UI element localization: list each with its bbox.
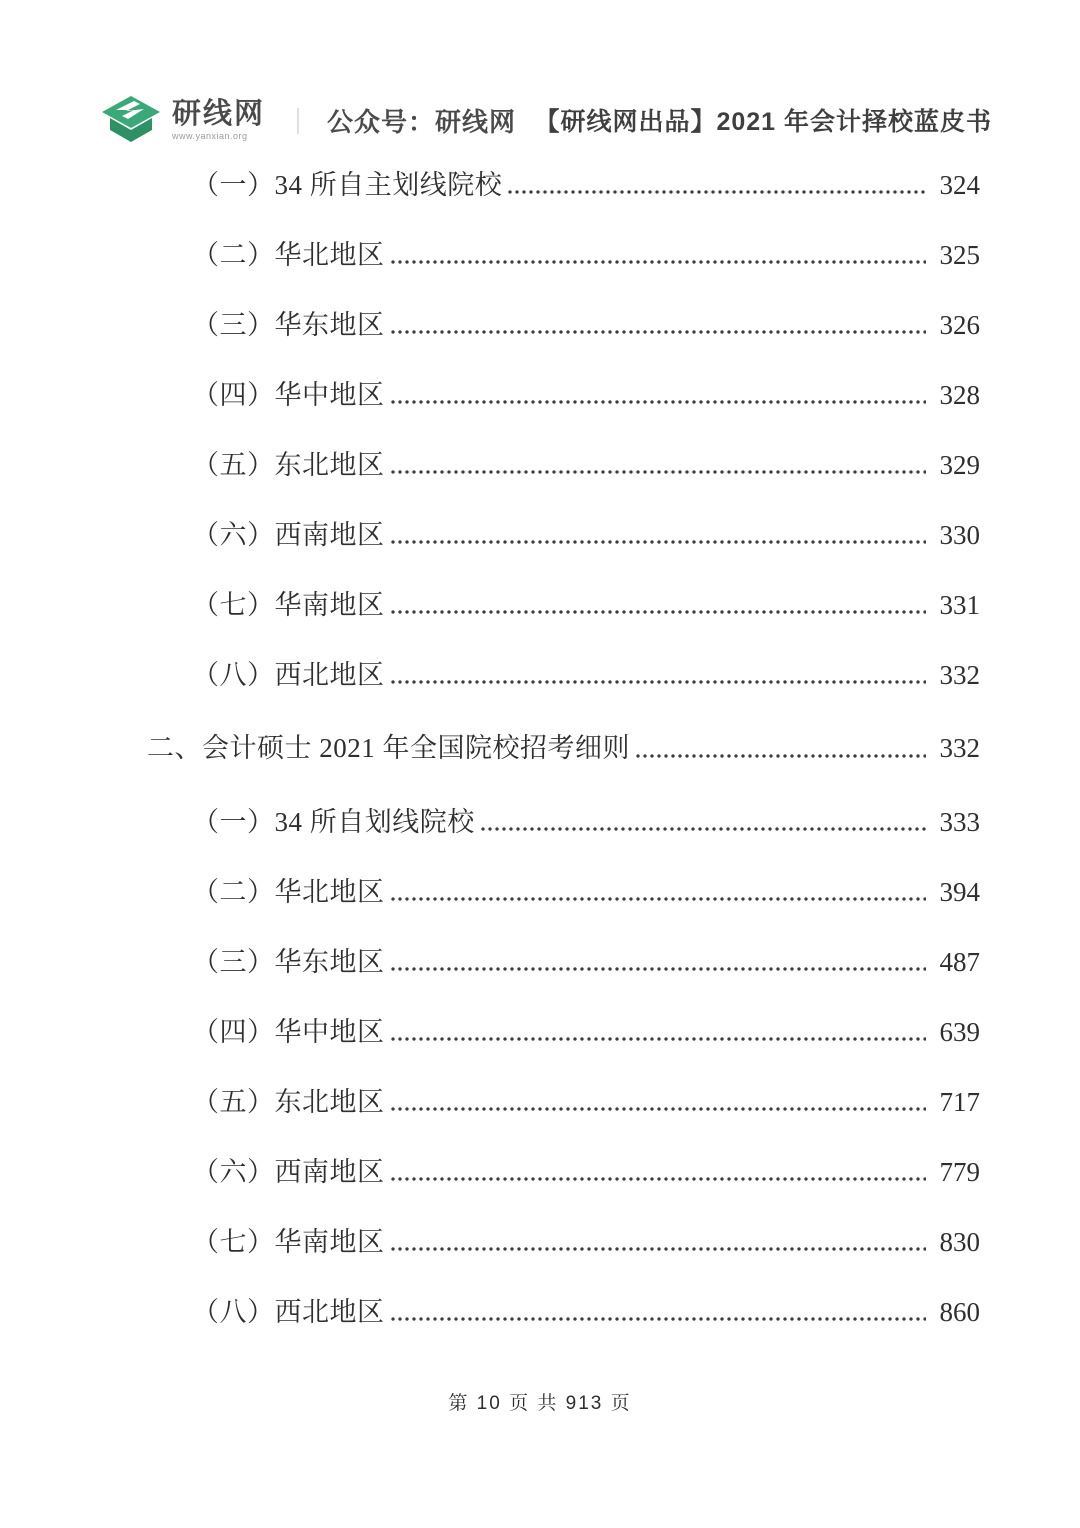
- toc-entry-label: （七）华南地区: [192, 1227, 385, 1257]
- toc-entry-label: （四）华中地区: [192, 380, 385, 410]
- toc-entry-label: （六）西南地区: [192, 520, 385, 550]
- toc-entry-page-number: 326: [939, 310, 980, 340]
- toc-entry-label: （三）华东地区: [192, 310, 385, 340]
- toc-entry[interactable]: [0, 1067, 1080, 1137]
- toc-entry-page-number: 331: [939, 590, 980, 620]
- toc-entry-page-number: 325: [939, 240, 980, 270]
- toc-entry-page-number: 324: [939, 170, 980, 200]
- toc-entry-page-number: 332: [939, 660, 980, 690]
- brand-text: [172, 97, 266, 141]
- toc-entry-label: （五）东北地区: [192, 1087, 385, 1117]
- toc-entry-page-number: 779: [939, 1157, 980, 1187]
- page-header: [100, 88, 992, 152]
- toc-entry-page-number: 329: [939, 450, 980, 480]
- dot-leader: [391, 329, 927, 335]
- dot-leader: [391, 539, 927, 545]
- page-footer: [0, 1388, 1080, 1415]
- toc-entry-page-number: 717: [939, 1087, 980, 1117]
- toc-entry-label: 二、会计硕士 2021 年全国院校招考细则: [147, 733, 630, 763]
- dot-leader: [391, 896, 927, 902]
- toc-entry[interactable]: [0, 997, 1080, 1067]
- toc-entry-page-number: 860: [939, 1297, 980, 1327]
- toc-entry[interactable]: [0, 857, 1080, 927]
- toc-entry[interactable]: [0, 430, 1080, 500]
- brand-site-url: www.yanxian.org: [172, 130, 248, 141]
- dot-leader: [481, 826, 926, 832]
- page-number-indicator: 第 10 页 共 913 页: [448, 1393, 632, 1414]
- document-title: 【研线网出品】2021 年会计择校蓝皮书: [534, 108, 992, 136]
- toc-entry-page-number: 487: [939, 947, 980, 977]
- toc-entry[interactable]: [0, 640, 1080, 710]
- dot-leader: [391, 1036, 927, 1042]
- toc-entry[interactable]: [0, 787, 1080, 857]
- toc-list: [0, 150, 1080, 1347]
- toc-entry-label: （八）西北地区: [192, 1297, 385, 1327]
- toc-entry-label: （一）34 所自主划线院校: [192, 170, 503, 200]
- dot-leader: [391, 1106, 927, 1112]
- toc-entry[interactable]: [0, 570, 1080, 640]
- dot-leader: [391, 966, 927, 972]
- brand-logo: [100, 92, 516, 148]
- toc-entry-page-number: 332: [939, 733, 980, 763]
- dot-leader: [391, 469, 927, 475]
- toc-entry[interactable]: [0, 1137, 1080, 1207]
- toc-entry[interactable]: [0, 500, 1080, 570]
- toc-entry-label: （八）西北地区: [192, 660, 385, 690]
- toc-entry[interactable]: [0, 150, 1080, 220]
- dot-leader: [391, 1316, 927, 1322]
- toc-entry-page-number: 830: [939, 1227, 980, 1257]
- dot-leader: [391, 1246, 927, 1252]
- toc-entry-page-number: 328: [939, 380, 980, 410]
- toc-entry-label: （六）西南地区: [192, 1157, 385, 1187]
- dot-leader: [391, 609, 927, 615]
- toc-entry-label: （四）华中地区: [192, 1017, 385, 1047]
- toc-entry[interactable]: [0, 290, 1080, 360]
- dot-leader: [636, 753, 926, 759]
- toc-entry-label: （三）华东地区: [192, 947, 385, 977]
- divider: ｜: [285, 106, 312, 137]
- toc-entry-label: （一）34 所自划线院校: [192, 807, 475, 837]
- toc-entry-label: （五）东北地区: [192, 450, 385, 480]
- toc-entry[interactable]: [0, 1277, 1080, 1347]
- toc-entry-label: （二）华北地区: [192, 877, 385, 907]
- dot-leader: [391, 259, 927, 265]
- toc-entry[interactable]: [0, 927, 1080, 997]
- brand-account-label: 公众号：研线网: [327, 106, 517, 137]
- toc-entry[interactable]: [0, 360, 1080, 430]
- toc-entry[interactable]: [0, 220, 1080, 290]
- brand-name: 研线网: [172, 97, 266, 130]
- toc-entry-label: （七）华南地区: [192, 590, 385, 620]
- brand-logo-icon: [100, 92, 162, 148]
- dot-leader: [391, 1176, 927, 1182]
- dot-leader: [391, 399, 927, 405]
- dot-leader: [508, 189, 926, 195]
- toc-entry-page-number: 330: [939, 520, 980, 550]
- toc-entry[interactable]: [0, 1207, 1080, 1277]
- toc-entry-page-number: 394: [939, 877, 980, 907]
- toc-entry-page-number: 639: [939, 1017, 980, 1047]
- dot-leader: [391, 679, 927, 685]
- toc-entry[interactable]: [0, 710, 1080, 787]
- toc-entry-label: （二）华北地区: [192, 240, 385, 270]
- toc-entry-page-number: 333: [939, 807, 980, 837]
